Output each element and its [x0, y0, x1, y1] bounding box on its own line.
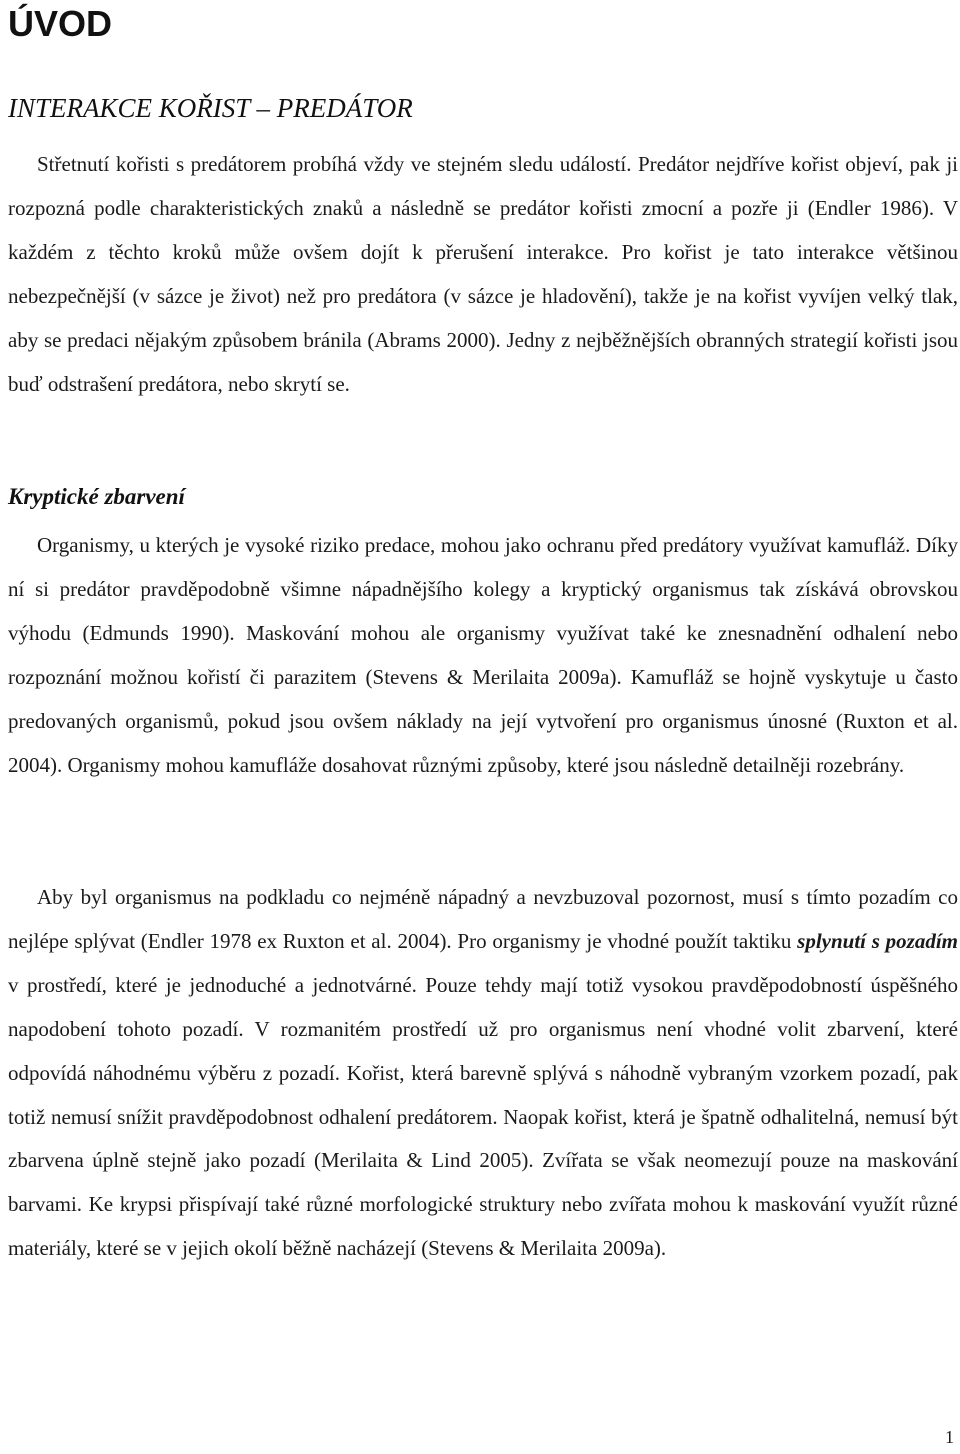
- paragraph-text-after: v prostředí, které je jednoduché a jednotvárné. Pouze tehdy mají totiž vysokou pravděpodobností úspěšného napodobení tohoto pozadí. V rozmanitém prostředí už pro organismus není vhodné volit zbarvení, které odpovídá náhodnému výběru z pozadí. Kořist, která barevně splývá s náhodně vybraným vzorkem pozadí, pak totiž nemusí snížit pravděpodobnost odhalení predátorem. Naopak kořist, která je špatně odhalitelná, nemusí být zbarvena úplně stejně jako pozadí (Merilaita & Lind 2005). Zvířata se však neomezují pouze na maskování barvami. Ke krypsi přispívají také různé morfologické struktury nebo zvířata mohou k maskování využít různé materiály, které se v jejich okolí běžně nacházejí (Stevens & Merilaita 2009a).: [8, 972, 958, 1261]
- chapter-heading: ÚVOD: [8, 3, 113, 44]
- emphasized-term: splynutí s pozadím: [797, 928, 958, 953]
- section-title: INTERAKCE KOŘIST – PREDÁTOR: [8, 93, 413, 123]
- paragraph-camouflage: Organismy, u kterých je vysoké riziko predace, mohou jako ochranu před predátory využívat kamufláž. Díky ní si predátor pravděpodobně všimne nápadnějšího kolegy a kryptický organismus tak získává obrovskou výhodu (Edmunds 1990). Maskování mohou ale organismy využívat také ke znesnadnění odhalení nebo rozpoznání možnou kořistí či parazitem (Stevens & Merilaita 2009a). Kamufláž se hojně vyskytuje u často predovaných organismů, pokud jsou ovšem náklady na její vytvoření pro organismus únosné (Ruxton et al. 2004). Organismy mohou kamufláže dosahovat různými způsoby, které jsou následně detailněji rozebrány.: [8, 533, 958, 777]
- subsection-title: Kryptické zbarvení: [8, 484, 185, 509]
- paragraph-background-matching: [8, 876, 958, 1271]
- page-number: 1: [945, 1427, 954, 1447]
- paragraph-intro: Střetnutí kořisti s predátorem probíhá vždy ve stejném sledu událostí. Predátor nejdříve kořist objeví, pak ji rozpozná podle charakteristických znaků a následně se predátor kořisti zmocní a pozře ji (Endler 1986). V každém z těchto kroků může ovšem dojít k přerušení interakce. Pro kořist je tato interakce většinou nebezpečnější (v sázce je život) než pro predátora (v sázce je hladovění), takže je na kořist vyvíjen velký tlak, aby se predaci nějakým způsobem bránila (Abrams 2000). Jedny z nejběžnějších obranných strategií kořisti jsou buď odstrašení predátora, nebo skrytí se.: [8, 152, 958, 396]
- paragraph-text-before: Aby byl organismus na podkladu co nejméně nápadný a nevzbuzoval pozornost, musí s tímto pozadím co nejlépe splývat (Endler 1978 ex Ruxton et al. 2004). Pro organismy je vhodné použít taktiku: [8, 885, 958, 953]
